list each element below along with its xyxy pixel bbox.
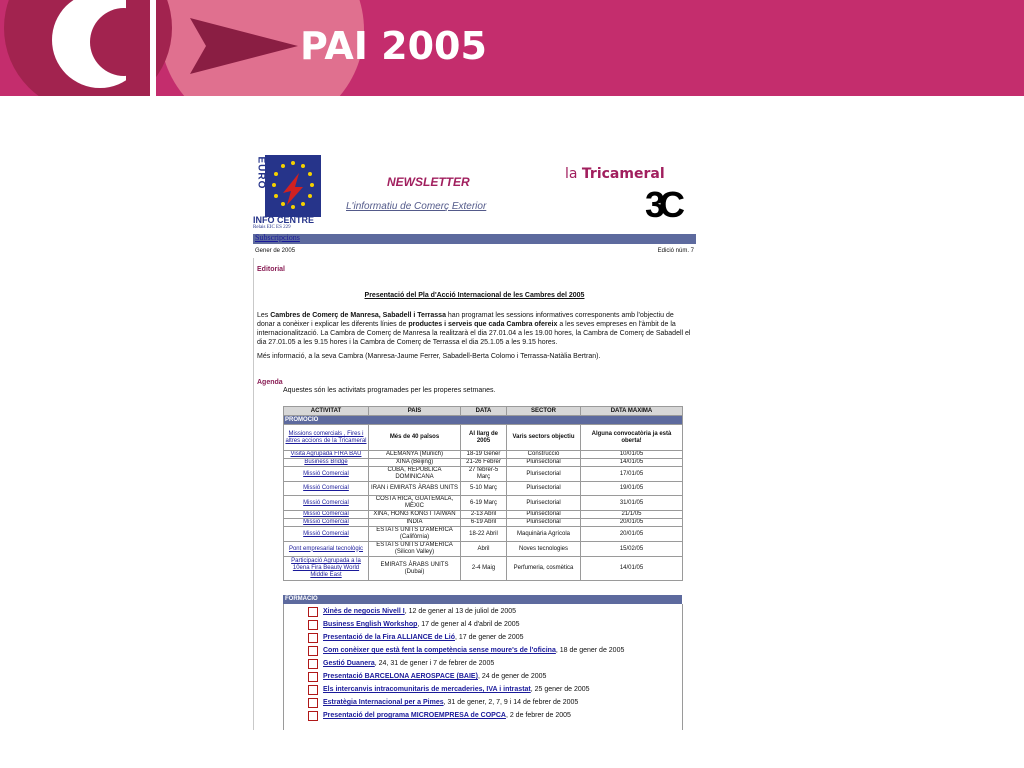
activity-cell [284, 519, 369, 527]
table-row [284, 459, 683, 467]
formacio-list [283, 604, 683, 730]
country-cell: XINA (Beijing) [369, 459, 461, 467]
course-item [308, 685, 590, 697]
activity-cell [284, 496, 369, 511]
deadline-cell: 17/01/05 [581, 467, 683, 482]
newsletter-document [253, 153, 696, 730]
subscriptions-link[interactable]: Subscripcions [255, 233, 300, 242]
column-header: ACTIVITAT [284, 407, 369, 416]
course-details: , 17 de gener al 4 d'abril de 2005 [417, 621, 520, 628]
table-row [284, 519, 683, 527]
activity-link[interactable]: Business Bridge [304, 459, 348, 465]
activity-link[interactable]: Missió Comercial [303, 519, 349, 525]
table-row [284, 451, 683, 459]
course-details: , 18 de gener de 2005 [555, 647, 625, 654]
eic-logo-word-info-centre: INFO CENTRE [253, 215, 315, 225]
column-header: PAÍS [369, 407, 461, 416]
activity-cell [284, 511, 369, 519]
course-details: , 2 de febrer de 2005 [505, 712, 571, 719]
newsletter-title: NEWSLETTER [387, 175, 470, 189]
course-item [308, 711, 571, 723]
eic-relay-code: Relais EIC ES 229 [253, 225, 291, 230]
deadline-cell: 20/01/05 [581, 519, 683, 527]
course-link[interactable]: Presentació del programa MICROEMPRESA de COPCA [323, 712, 506, 719]
checkbox-icon[interactable] [308, 672, 318, 682]
course-item [308, 698, 578, 710]
sector-cell: Plurisectorial [507, 482, 581, 496]
sector-cell: Varis sectors objectiu [507, 425, 581, 451]
course-item [308, 633, 524, 645]
deadline-cell: 14/01/05 [581, 557, 683, 581]
brand-logo-text: 3C [645, 184, 680, 225]
activity-link[interactable]: Visita Agrupada FIRA BAU [290, 451, 362, 457]
course-details: , 24 de gener de 2005 [477, 673, 547, 680]
course-link[interactable]: Com conèixer que està fent la competència sense moure's de l'oficina [323, 647, 556, 654]
sector-cell: Plurisectorial [507, 511, 581, 519]
deadline-cell: 19/01/05 [581, 482, 683, 496]
date-cell: 18-19 Gener [461, 451, 507, 459]
section-label-promocio: PROMOCIÓ [284, 416, 683, 425]
deadline-cell: Alguna convocatòria ja està oberta! [581, 425, 683, 451]
agenda-intro: Aquestes són les activitats programades per les properes setmanes. [283, 387, 496, 394]
checkbox-icon[interactable] [308, 633, 318, 643]
activity-link[interactable]: Participació Agrupada a la 10ena Fira Beauty World Middle East [291, 558, 361, 578]
course-link[interactable]: Presentació BARCELONA AEROSPACE (BAIE) [323, 673, 478, 680]
section-label-agenda: Agenda [257, 379, 283, 386]
section-row-promocio [284, 416, 683, 425]
nav-bar [253, 234, 696, 244]
country-cell: ÍNDIA [369, 519, 461, 527]
date-cell: Abril [461, 542, 507, 557]
course-details: , 24, 31 de gener i 7 de febrer de 2005 [374, 660, 495, 667]
banner-logo-graphic [0, 0, 1024, 96]
edition-number: Edició núm. 7 [657, 248, 694, 254]
course-link[interactable]: Xinès de negocis Nivell I [323, 608, 405, 615]
sector-cell: Construcció [507, 451, 581, 459]
country-cell: CUBA, REPÚBLICA DOMINICANA [369, 467, 461, 482]
activity-link[interactable]: Missió Comercial [303, 511, 349, 517]
issue-date: Gener de 2005 [255, 248, 296, 254]
table-row [284, 425, 683, 451]
sector-cell: Maquinària Agrícola [507, 527, 581, 542]
column-header: SECTOR [507, 407, 581, 416]
table-row [284, 511, 683, 519]
course-details: , 25 gener de 2005 [530, 686, 590, 693]
activity-link[interactable]: Pont empresarial tecnològic [288, 545, 364, 552]
activity-cell [284, 482, 369, 496]
course-details: , 12 de gener al 13 de juliol de 2005 [404, 608, 517, 615]
header-banner [0, 0, 1024, 96]
deadline-cell: 21/1/05 [581, 511, 683, 519]
checkbox-icon[interactable] [308, 659, 318, 669]
country-cell: COSTA RICA, GUATEMALA, MÈXIC [369, 496, 461, 511]
left-border [253, 258, 254, 730]
country-cell: ALEMANYA (Munich) [369, 451, 461, 459]
activity-link[interactable]: Missió Comercial [303, 530, 349, 537]
activity-link[interactable]: Missió Comercial [303, 470, 349, 477]
country-cell: ESTATS UNITS D'AMÈRICA (Silicon Valley) [369, 542, 461, 557]
checkbox-icon[interactable] [308, 698, 318, 708]
course-link[interactable]: Presentació de la Fira ALLIANCE de Lió [323, 634, 455, 641]
activity-cell [284, 527, 369, 542]
table-row [284, 482, 683, 496]
table-row [284, 542, 683, 557]
euro-info-centre-logo [253, 153, 323, 233]
course-link[interactable]: Business English Workshop [323, 621, 418, 628]
activity-link[interactable]: Missions comercials , Fires i altres accions de la Tricameral [285, 430, 367, 444]
brand-name: Tricameral [581, 166, 665, 182]
course-link[interactable]: Gestió Duanera [323, 660, 375, 667]
table-header-row [284, 407, 683, 416]
deadline-cell: 15/02/05 [581, 542, 683, 557]
course-details: , 31 de gener, 2, 7, 9 i 14 de febrer de 2005 [443, 699, 579, 706]
course-item [308, 607, 516, 619]
column-header: DATA MÀXIMA [581, 407, 683, 416]
column-header: DATA [461, 407, 507, 416]
agenda-table [283, 406, 683, 581]
date-cell: 21-26 Febrer [461, 459, 507, 467]
course-details: , 17 de gener de 2005 [455, 634, 524, 641]
course-item [308, 620, 520, 632]
date-cell: 6-19 Abril [461, 519, 507, 527]
activity-link[interactable]: Missió Comercial [303, 499, 349, 506]
editorial-heading: Presentació del Pla d'Acció Internacional de les Cambres del 2005 [364, 292, 585, 299]
sector-cell: Perfumeria, cosmètica [507, 557, 581, 581]
deadline-cell: 14/01/05 [581, 459, 683, 467]
brand-prefix: la [565, 166, 578, 182]
date-cell: 2-13 Abril [461, 511, 507, 519]
checkbox-icon[interactable] [308, 607, 318, 617]
country-cell: ESTATS UNITS D'AMÈRICA (Califòrnia) [369, 527, 461, 542]
activity-cell [284, 542, 369, 557]
country-cell: Més de 40 països [369, 425, 461, 451]
country-cell: EMIRATS ÀRABS UNITS (Dubai) [369, 557, 461, 581]
activity-cell [284, 467, 369, 482]
course-item [308, 672, 546, 684]
banner-title: PAI 2005 [300, 24, 487, 68]
country-cell: IRAN i EMIRATS ÀRABS UNITS [369, 482, 461, 496]
course-link[interactable]: Estratègia Internacional per a Pimes [323, 699, 444, 706]
section-label-formacio: FORMACIÓ [283, 595, 682, 604]
table-row [284, 467, 683, 482]
course-link[interactable]: Els intercanvis intracomunitaris de mercaderies, IVA i intrastat [323, 686, 531, 693]
date-cell: 2-4 Maig [461, 557, 507, 581]
newsletter-subtitle: L'informatiu de Comerç Exterior [346, 201, 487, 212]
date-cell: 27 febrer-5 Març [461, 467, 507, 482]
section-label-editorial: Editorial [257, 266, 286, 273]
date-cell: 5-10 Març [461, 482, 507, 496]
table-row [284, 496, 683, 511]
table-row [284, 557, 683, 581]
more-info-text: Més informació, a la seva Cambra (Manresa-Jaume Ferrer, Sabadell-Berta Colomo i Terrassa-Natàlia Bertran). [257, 353, 601, 360]
tricameral-brand [565, 166, 665, 182]
sector-cell: Plurisectorial [507, 459, 581, 467]
deadline-cell: 10/01/05 [581, 451, 683, 459]
sector-cell: Plurisectorial [507, 519, 581, 527]
table-row [284, 527, 683, 542]
sector-cell: Plurisectorial [507, 496, 581, 511]
course-item [308, 659, 494, 671]
checkbox-icon[interactable] [308, 711, 318, 721]
sector-cell: Noves tecnologies [507, 542, 581, 557]
deadline-cell: 31/01/05 [581, 496, 683, 511]
date-cell: 18-22 Abril [461, 527, 507, 542]
checkbox-icon[interactable] [308, 620, 318, 630]
country-cell: XINA, HONG KONG I TAIWAN [369, 511, 461, 519]
course-item [308, 646, 624, 658]
activity-link[interactable]: Missió Comercial [303, 485, 349, 491]
date-cell: 6-19 Març [461, 496, 507, 511]
activity-cell [284, 557, 369, 581]
eic-logo-word-euro: EURO [255, 156, 267, 190]
sector-cell: Plurisectorial [507, 467, 581, 482]
deadline-cell: 20/01/05 [581, 527, 683, 542]
editorial-paragraph: Les Cambres de Comerç de Manresa, Sabadell i Terrassa han programat les sessions informatives corresponents amb l'objectiu de donar a conèixer i explicar les diferents línies de productes i serveis que cada Cambra ofereix a les seves empreses en l'àmbit de la internacionalització. La Cambra de Comerç de Manresa la realitzarà el dia 27.01.04 a les 19.00 hores, la Cambra de Comerç de Sabadell el dia 27.01.05 a les 9.15 hores i la Cambra de Comerç de Terrassa el dia 25.1.05 a les 9.15 hores. [257, 312, 691, 346]
date-cell: Al llarg de 2005 [461, 425, 507, 451]
activity-cell [284, 451, 369, 459]
checkbox-icon[interactable] [308, 685, 318, 695]
checkbox-icon[interactable] [308, 646, 318, 656]
activity-cell [284, 459, 369, 467]
tricameral-3c-logo [645, 186, 691, 224]
